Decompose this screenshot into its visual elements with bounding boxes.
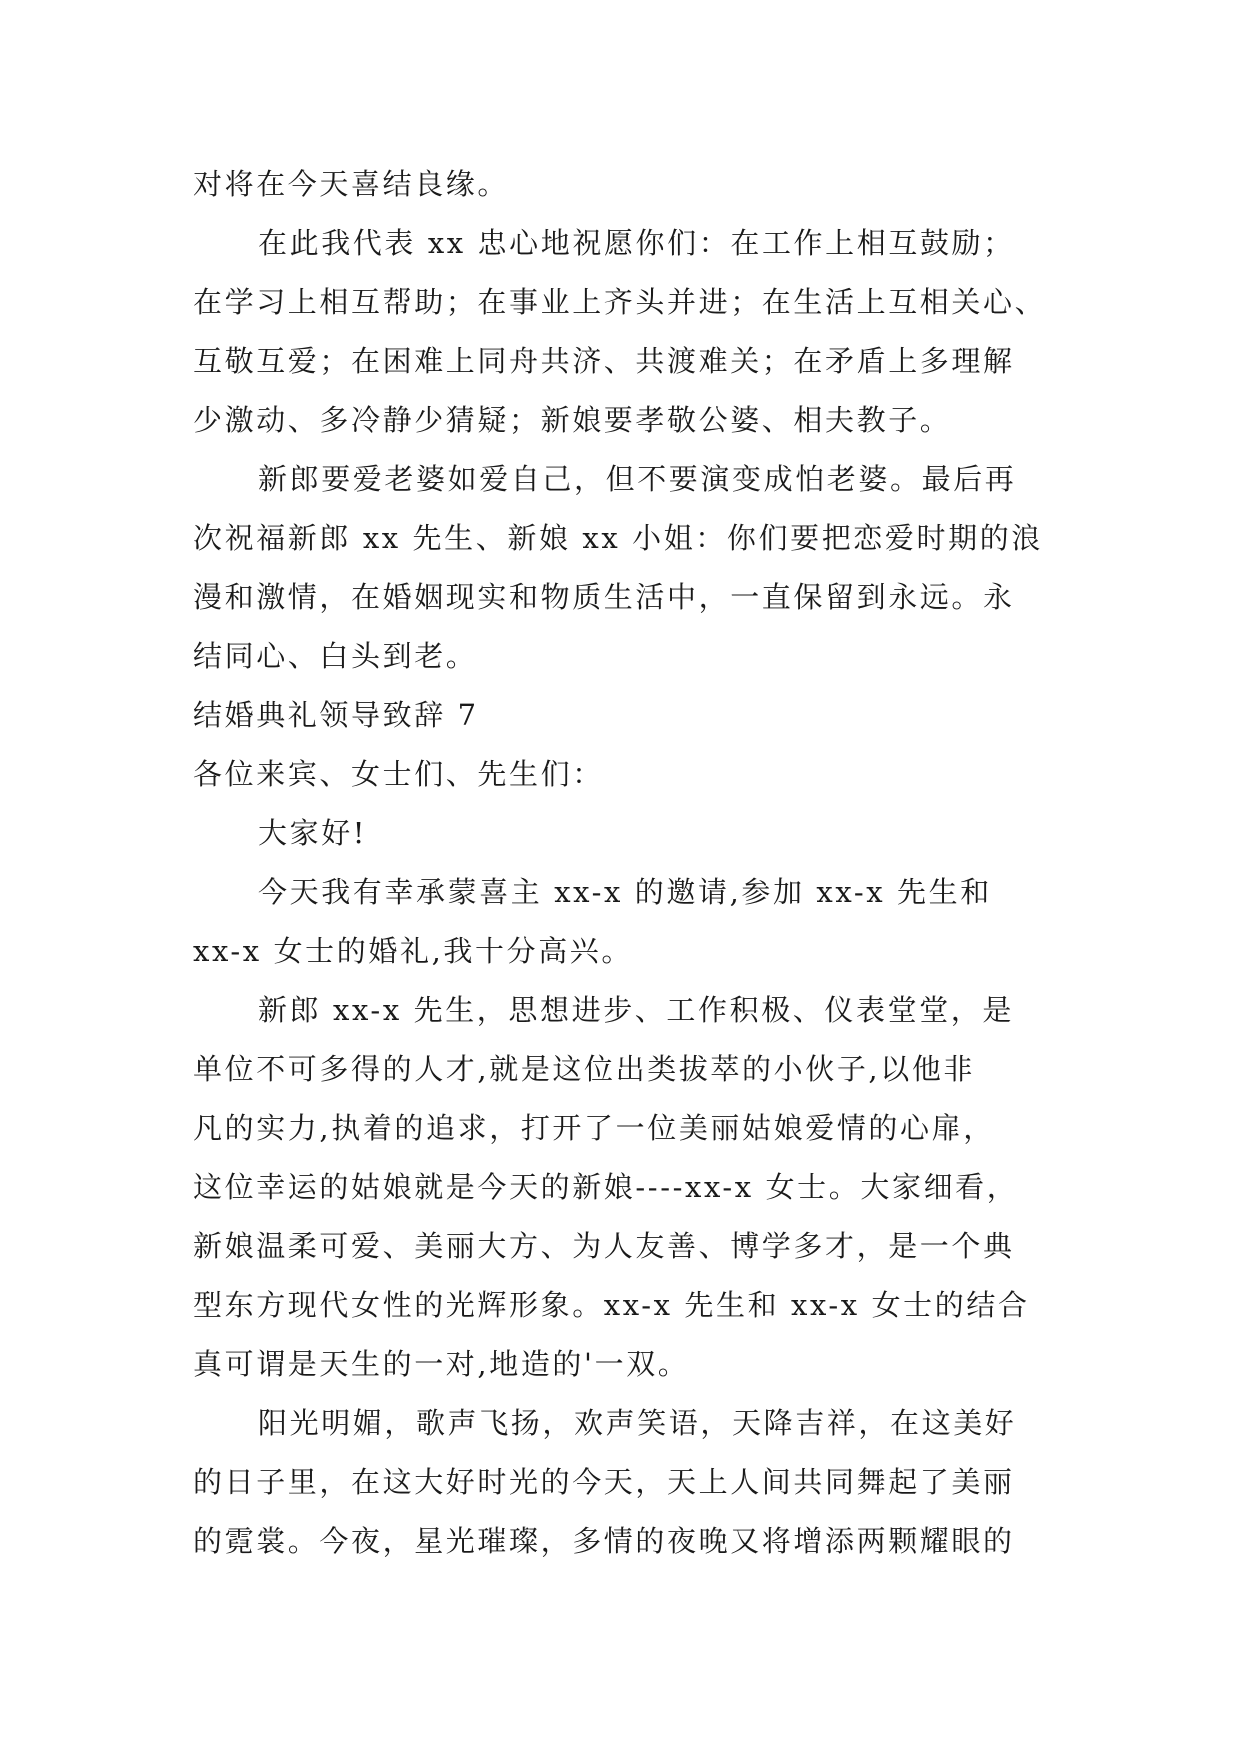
text-line: 的日子里，在这大好时光的今天，天上人间共同舞起了美丽 — [193, 1465, 1015, 1499]
text-line: 的霓裳。今夜，星光璀璨，多情的夜晚又将增添两颗耀眼的 — [193, 1524, 1015, 1558]
text-line: 次祝福新郎 xx 先生、新娘 xx 小姐：你们要把恋爱时期的浪 — [193, 521, 1043, 555]
text-line: 型东方现代女性的光辉形象。xx-x 先生和 xx-x 女士的结合 — [193, 1288, 1030, 1322]
text-line: xx-x 女士的婚礼,我十分高兴。 — [193, 934, 633, 968]
text-line: 在学习上相互帮助；在事业上齐头并进；在生活上互相关心、 — [193, 285, 1047, 319]
text-line: 阳光明媚，歌声飞扬，欢声笑语，天降吉祥，在这美好 — [258, 1406, 1017, 1440]
text-line: 结同心、白头到老。 — [193, 639, 478, 673]
text-line: 单位不可多得的人才,就是这位出类拔萃的小伙子,以他非 — [193, 1052, 976, 1086]
text-line: 互敬互爱；在困难上同舟共济、共渡难关；在矛盾上多理解 — [193, 344, 1015, 378]
text-line: 对将在今天喜结良缘。 — [193, 167, 510, 201]
text-line: 漫和激情，在婚姻现实和物质生活中，一直保留到永远。永 — [193, 580, 1015, 614]
text-line: 新郎 xx-x 先生，思想进步、工作积极、仪表堂堂，是 — [258, 993, 1014, 1027]
text-line: 今天我有幸承蒙喜主 xx-x 的邀请,参加 xx-x 先生和 — [258, 875, 992, 909]
salutation: 各位来宾、女士们、先生们： — [193, 757, 604, 791]
text-line: 少激动、多冷静少猜疑；新娘要孝敬公婆、相夫教子。 — [193, 403, 952, 437]
text-line: 凡的实力,执着的追求，打开了一位美丽姑娘爱情的心扉， — [193, 1111, 995, 1145]
greeting: 大家好! — [258, 816, 368, 850]
section-title: 结婚典礼领导致辞 7 — [193, 698, 479, 732]
text-line: 新郎要爱老婆如爱自己，但不要演变成怕老婆。最后再 — [258, 462, 1017, 496]
text-line: 真可谓是天生的一对,地造的'一双。 — [193, 1347, 690, 1381]
text-line: 新娘温柔可爱、美丽大方、为人友善、博学多才，是一个典 — [193, 1229, 1015, 1263]
text-line: 在此我代表 xx 忠心地祝愿你们：在工作上相互鼓励； — [258, 226, 1015, 260]
text-line: 这位幸运的姑娘就是今天的新娘----xx-x 女士。大家细看， — [193, 1170, 1019, 1204]
